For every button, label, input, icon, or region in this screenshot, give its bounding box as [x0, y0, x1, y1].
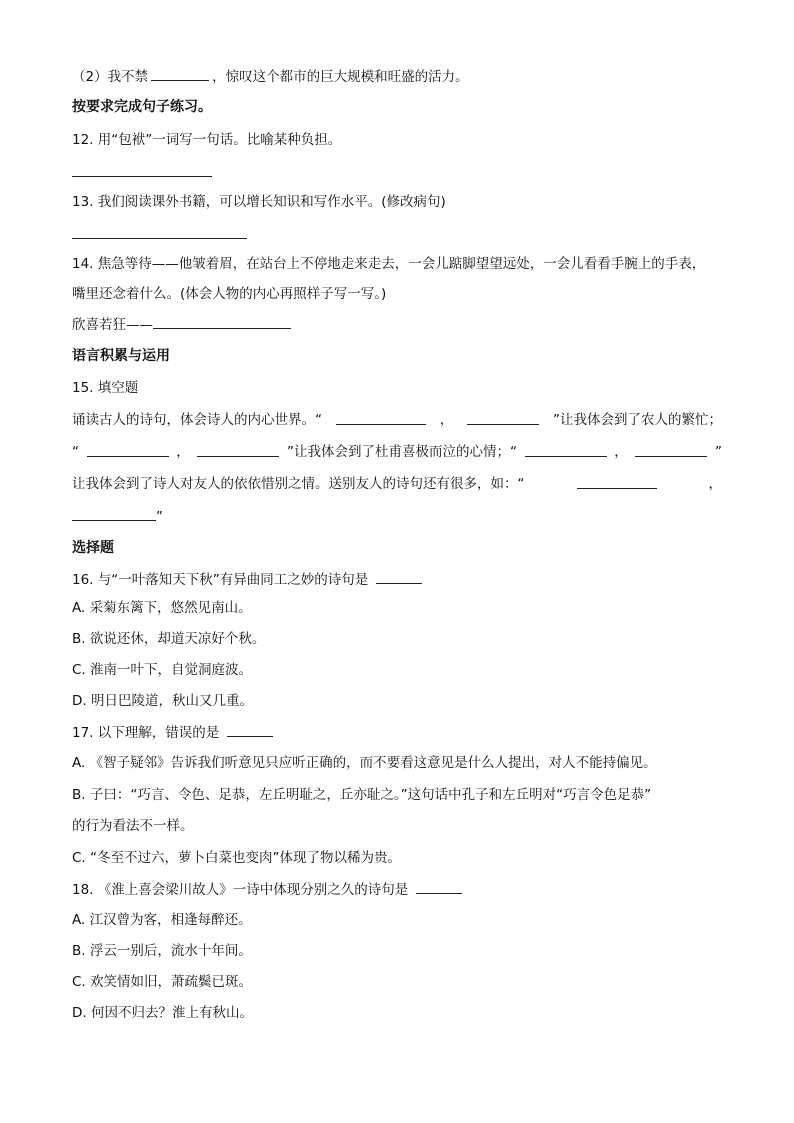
answer-line-12[interactable]	[72, 176, 212, 177]
option-16-b[interactable]: B. 欲说还休，却道天凉好个秋。	[72, 631, 266, 647]
answer-blank[interactable]	[577, 474, 657, 489]
answer-blank[interactable]	[72, 506, 156, 521]
question-15-title: 15. 填空题	[72, 380, 139, 396]
question-11-2: （2）我不禁 ，惊叹这个都市的巨大规模和旺盛的活力。	[72, 66, 469, 87]
question-14-line1: 14. 焦急等待——他皱着眉，在站台上不停地走来走去，一会儿踮脚望望远处，一会儿看看手腕上的手表，	[72, 256, 706, 272]
option-18-d[interactable]: D. 何因不归去？淮上有秋山。	[72, 1005, 253, 1021]
option-16-c[interactable]: C. 淮南一叶下，自觉洞庭波。	[72, 662, 253, 678]
question-18: 18. 《淮上喜会梁川故人》一诗中体现分别之久的诗句是	[72, 879, 462, 900]
question-17: 17. 以下理解，错误的是	[72, 722, 273, 743]
option-18-a[interactable]: A. 江汉曾为客，相逢每醉还。	[72, 912, 252, 928]
question-14-line3: 欣喜若狂——	[72, 314, 291, 335]
answer-blank[interactable]	[635, 442, 707, 457]
answer-blank[interactable]	[336, 410, 426, 425]
answer-blank[interactable]	[87, 442, 169, 457]
question-15-line1: 诵读古人的诗句，体会诗人的内心世界。“ ， ”让我体会到了农人的繁忙；	[72, 412, 722, 428]
answer-blank[interactable]	[153, 314, 291, 329]
section-heading-sentences: 按要求完成句子练习。	[72, 99, 212, 115]
answer-blank[interactable]	[197, 442, 279, 457]
option-18-c[interactable]: C. 欢笑情如旧，萧疏鬓已斑。	[72, 974, 253, 990]
answer-blank[interactable]	[227, 722, 273, 737]
question-16: 16. 与“一叶落知天下秋”有异曲同工之妙的诗句是	[72, 569, 422, 590]
answer-blank[interactable]	[525, 442, 607, 457]
section-heading-choice: 选择题	[72, 540, 114, 556]
answer-blank[interactable]	[467, 410, 539, 425]
question-15-line4: ”	[72, 506, 163, 527]
answer-blank[interactable]	[416, 879, 462, 894]
answer-blank[interactable]	[376, 569, 422, 584]
option-17-a[interactable]: A. 《智子疑邻》告诉我们听意见只应听正确的，而不要看这意见是什么人提出，对人不能持偏见。	[72, 755, 657, 771]
answer-blank[interactable]	[151, 66, 209, 81]
option-18-b[interactable]: B. 浮云一别后，流水十年间。	[72, 943, 252, 959]
question-14-line2: 嘴里还念着什么。(体会人物的内心再照样子写一写。)	[72, 286, 387, 302]
question-15-line3: 让我体会到了诗人对友人的依依惜别之情。送别友人的诗句还有很多，如：“ ，	[72, 476, 722, 492]
answer-line-13[interactable]	[72, 238, 247, 239]
option-17-b-line1[interactable]: B. 子曰：“巧言、令色、足恭，左丘明耻之，丘亦耻之。”这句话中孔子和左丘明对“巧言令色足恭”	[72, 787, 652, 803]
question-12: 12. 用“包袱”一词写一句话。比喻某种负担。	[72, 132, 342, 148]
question-15-line2: “ ， ”让我体会到了杜甫喜极而泣的心情；“ ， ”	[72, 444, 722, 460]
option-17-c[interactable]: C. “冬至不过六，萝卜白菜也变肉”体现了物以稀为贵。	[72, 850, 401, 866]
option-16-d[interactable]: D. 明日巴陵道，秋山又几重。	[72, 693, 253, 709]
option-17-b-line2[interactable]: 的行为看法不一样。	[72, 818, 194, 834]
question-13: 13. 我们阅读课外书籍，可以增长知识和写作水平。(修改病句)	[72, 194, 446, 210]
section-heading-language: 语言积累与运用	[72, 348, 170, 364]
option-16-a[interactable]: A. 采菊东篱下，悠然见南山。	[72, 600, 252, 616]
